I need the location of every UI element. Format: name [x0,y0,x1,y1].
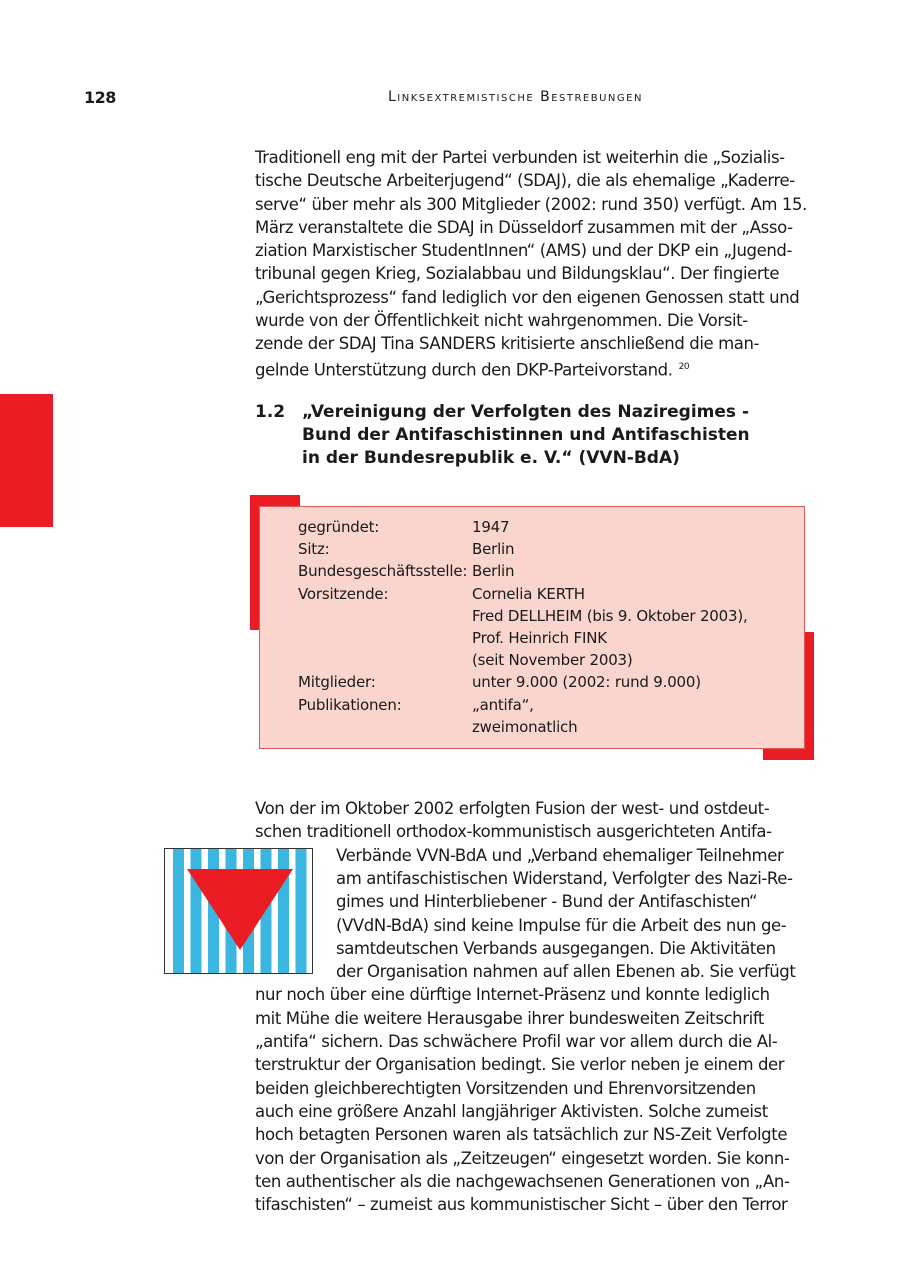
text-line: hoch betagten Personen waren als tatsächlich zur NS-Zeit Verfolgte [255,1125,788,1145]
text-line: „Gerichtsprozess“ fand lediglich vor den eigenen Genossen statt und [255,287,800,307]
section-title-line: in der Bundesrepublik e. V.“ (VVN-BdA) [302,448,680,468]
footnote-reference[interactable]: 20 [678,361,690,372]
text-line: Verbände VVN-BdA und „Verband ehemaliger Teilnehmer [336,845,784,865]
fact-value-line: unter 9.000 (2002: rund 9.000) [472,673,701,692]
intro-paragraph [255,146,815,381]
fact-value-line: Fred DELLHEIM (bis 9. Oktober 2003), [472,606,748,625]
text-line: ten authentischer als die nachgewachsenen Generationen von „An- [255,1171,790,1191]
fact-label: Bundesgeschäftsstelle: [298,562,468,581]
text-line: nur noch über eine dürftige Internet-Präsenz und konnte lediglich [255,985,770,1005]
section-number: 1.2 [255,402,286,422]
fact-value-line: Berlin [472,540,515,559]
text-line: samtdeutschen Verbands ausgegangen. Die Aktivitäten [336,938,776,958]
running-head: Linksextremistische Bestrebungen [388,89,643,105]
text-line: tribunal gegen Krieg, Sozialabbau und Bildungsklau“. Der fingierte [255,264,780,284]
fact-row [298,671,748,693]
fact-label: Publikationen: [298,695,402,714]
text-line: mit Mühe die weitere Herausgabe ihrer bundesweiten Zeitschrift [255,1008,765,1028]
text-line: gelnde Unterstützung durch den DKP-Parteivorstand. $^{20}$ [255,360,690,380]
fact-value-line: „antifa“, [472,695,534,714]
fact-value [472,694,577,738]
text-line: gimes und Hinterbliebener - Bund der Antifaschisten“ [336,892,758,912]
organisation-fact-box [259,506,805,749]
fact-row [298,583,748,672]
fact-label: gegründet: [298,518,380,536]
fact-value-line: 1947 [472,518,510,536]
page-number: 128 [84,88,116,107]
fact-row [298,560,748,582]
fact-value [472,560,514,582]
fact-value [472,583,748,672]
fact-label: Mitglieder: [298,673,376,692]
fact-row [298,538,748,560]
text-line: Von der im Oktober 2002 erfolgten Fusion der west- und ostdeut- [255,799,770,818]
text-line: terstruktur der Organisation bedingt. Sie verlor neben je einem der [255,1055,785,1075]
text-line: „antifa“ sichern. Das schwächere Profil war vor allem durch die Al- [255,1032,778,1051]
fact-value [472,671,701,693]
fact-label: Sitz: [298,540,330,559]
fact-value-line: Berlin [472,562,515,581]
text-line: wurde von der Öffentlichkeit nicht wahrgenommen. Die Vorsit- [255,311,748,331]
text-line: serve“ über mehr als 300 Mitglieder (2002: rund 350) verfügt. Am 15. [255,194,807,214]
fact-box-rows [298,516,748,738]
fact-value-line: zweimonatlich [472,717,578,736]
fact-value [472,516,509,538]
text-line: (VVdN-BdA) sind keine Impulse für die Arbeit des nun ge- [336,915,787,935]
fact-value-line: (seit November 2003) [472,651,633,670]
text-line: schen traditionell orthodox-kommunistisch ausgerichteten Antifa- [255,822,772,842]
vvn-bda-logo [164,848,313,974]
text-line: tische Deutsche Arbeiterjugend“ (SDAJ), die als ehemalige „Kaderre- [255,171,795,191]
text-line: auch eine größere Anzahl langjähriger Aktivisten. Solche zumeist [255,1101,768,1121]
fact-value-line: Cornelia KERTH [472,584,585,603]
fact-value-line: Prof. Heinrich FINK [472,629,607,648]
section-marker-tab [0,394,53,527]
text-line: Traditionell eng mit der Partei verbunden ist weiterhin die „Sozialis- [255,148,785,167]
text-line: März veranstaltete die SDAJ in Düsseldorf zusammen mit der „Asso- [255,217,793,237]
text-line: von der Organisation als „Zeitzeugen“ eingesetzt worden. Sie konn- [255,1148,790,1168]
text-line: zende der SDAJ Tina SANDERS kritisierte anschließend die man- [255,334,760,354]
fact-value [472,538,514,560]
section-title-line: „Vereinigung der Verfolgten des Naziregimes - [302,402,750,422]
fact-row [298,516,748,538]
text-line: beiden gleichberechtigten Vorsitzenden und Ehrenvorsitzenden [255,1078,756,1098]
text-line: am antifaschistischen Widerstand, Verfolgter des Nazi-Re- [336,868,793,888]
text-line: der Organisation nahmen auf allen Ebenen ab. Sie verfügt [336,962,796,982]
red-inverted-triangle-on-blue-white-stripes-icon [165,849,313,974]
fact-row [298,694,748,738]
section-title-line: Bund der Antifaschistinnen und Antifaschisten [302,425,750,445]
fact-label: Vorsitzende: [298,584,389,603]
section-title [302,401,750,470]
text-line: ziation Marxistischer StudentInnen“ (AMS) und der DKP ein „Jugend- [255,241,793,261]
text-line: tifaschisten“ – zumeist aus kommunistischer Sicht – über den Terror [255,1195,788,1215]
